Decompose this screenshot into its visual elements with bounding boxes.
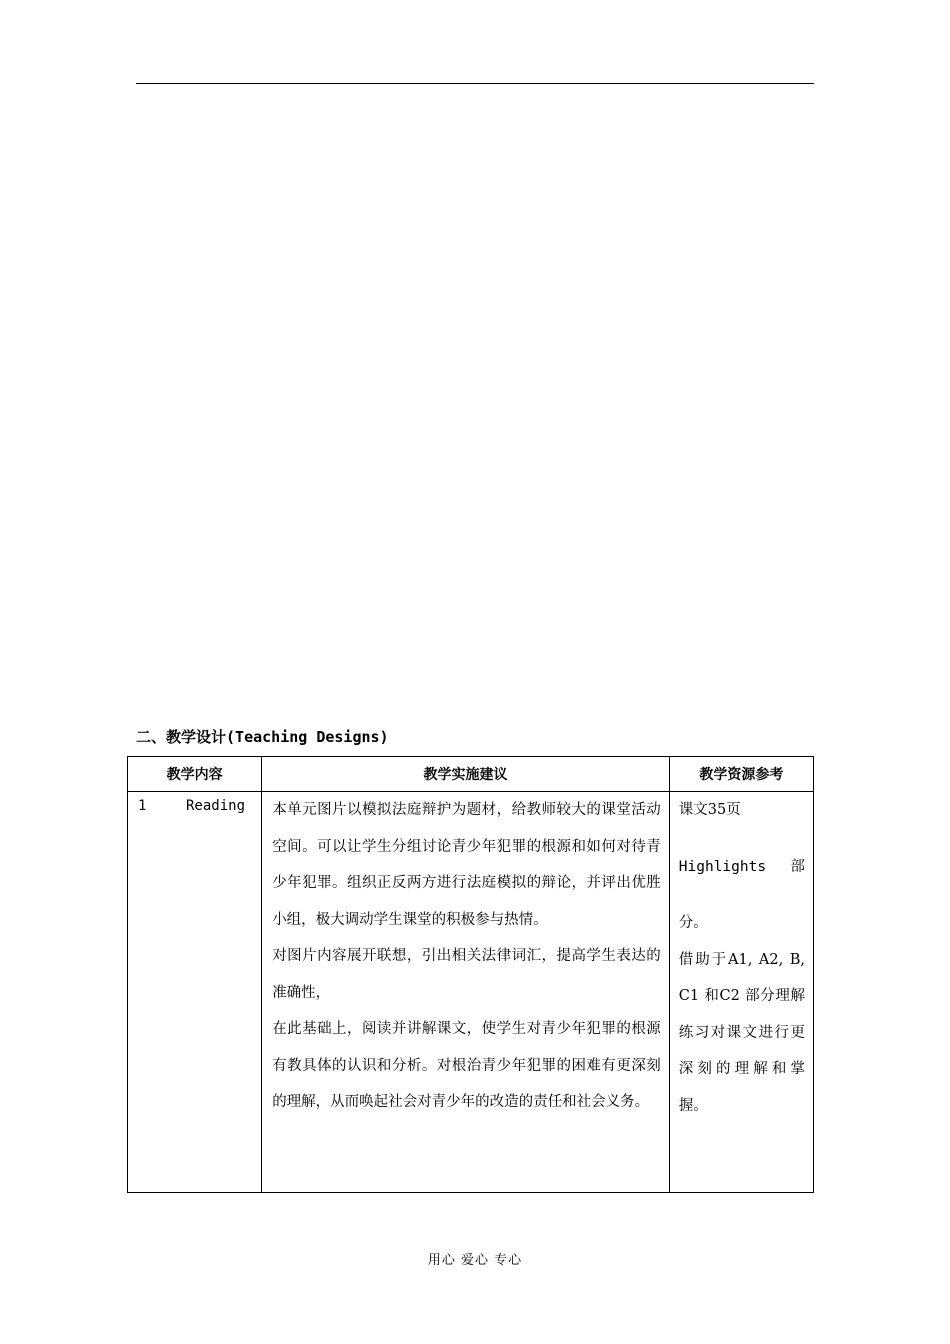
table-header-row (128, 757, 814, 792)
header-resources: 教学资源参考 (669, 757, 813, 792)
header-rule (136, 83, 814, 84)
resources-cell (669, 792, 813, 1193)
content-name: Reading (186, 798, 246, 814)
resource-bu: 部 (790, 858, 805, 875)
resource-exercises: 借助于A1, A2, B, C1 和C2 部分理解练习对课文进行更深刻的理解和掌握。 (678, 951, 805, 1114)
content-number: 1 (138, 798, 147, 814)
resource-page-ref: 课文35页 (678, 802, 741, 818)
header-suggestion: 教学实施建议 (262, 757, 670, 792)
suggestion-paragraph: 本单元图片以模拟法庭辩护为题材，给教师较大的课堂活动空间。可以让学生分组讨论青少年犯罪的根源和如何对待青少年犯罪。组织正反两方进行法庭模拟的辩论，并评出优胜小组，极大调动学生课堂的积极参与热情。 (272, 802, 661, 928)
header-content: 教学内容 (128, 757, 262, 792)
resource-highlights-line (679, 849, 805, 886)
suggestion-paragraph: 在此基础上，阅读并讲解课文，使学生对青少年犯罪的根源有教具体的认识和分析。对根治青少年犯罪的困难有更深刻的理解，从而唤起社会对青少年的改造的责任和社会义务。 (272, 1021, 661, 1110)
section-title-suffix: (Teaching Designs) (226, 728, 389, 746)
suggestion-cell (262, 792, 670, 1193)
teaching-design-table (127, 756, 814, 1193)
section-title-prefix: 二、教学设计 (136, 728, 227, 746)
table-row (128, 792, 814, 1193)
resource-fen: 分。 (678, 915, 708, 931)
page-footer: 用心 爱心 专心 (427, 1253, 523, 1268)
section-title (136, 726, 389, 747)
content-cell (128, 792, 262, 1193)
resource-highlights: Highlights (678, 858, 767, 875)
suggestion-paragraph: 对图片内容展开联想，引出相关法律词汇，提高学生表达的准确性， (272, 948, 661, 1001)
